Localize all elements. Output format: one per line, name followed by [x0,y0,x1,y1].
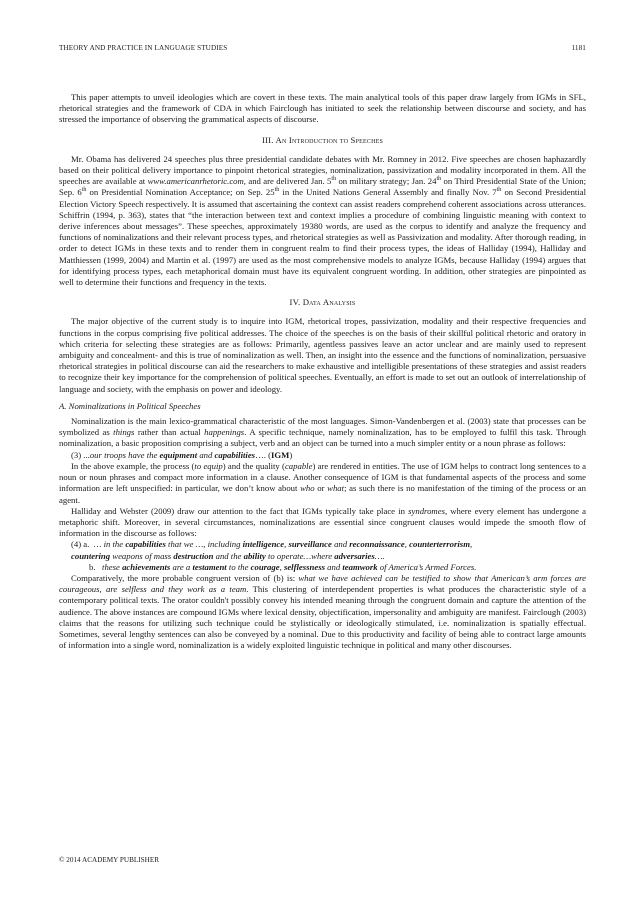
example-3: (3) ...our troops have the equipment and capabilities…. (IGM) [71,449,293,460]
section-heading-data-analysis: IV. Data Analysis [289,297,356,308]
data-analysis-paragraph: The major objective of the current study is to inquire into IGM, rhetorical tropes, passivization, modality and their respective frequencies and functions in the corpus comprising five political addresses. The choice of the speeches is on the basis of their skillful political rhetoric and oratory in which criteria for selecting these strategies are as follows: Primarily, agentless passives leave an actor unclear and are mainly used to represent ambiguity and concealment- and this is true of nominalization as well. Then, an insight into the essence and the functions of nominalization, persuasive rhetorical strategies in political discourse can aid the researchers to make exhaustive and intelligible presentations of these strategies and assist readers to recognize their key importance for the comprehension of political speeches. Eventually, an effort is made to set out an outlook of interrelationship of language and society, with the emphasis on power and ideology. [59,316,586,394]
example-4a: (4) a. … in the capabilities that we …, including intelligence, surveillance and reconnaissance, counterterrorism, countering weapons of mass destruction and the ability to operate…where adversaries…. [71,539,473,561]
page-body [59,92,586,651]
nominalization-paragraph: Nominalization is the main lexico-grammatical characteristic of the most languages. Simon-Vandenbergen et al. (2003) state that processes can be symbolized as things rather than actual happenings. A specific technique, namely nominalization, has to be employed to fulfil this task. Through nominalization, a basic proposition comprising a subject, verb and an object can be turned into a much simpler entity or a noun phrase as follows: [59,416,586,449]
speeches-paragraph: Mr. Obama has delivered 24 speeches plus three presidential candidate debates with Mr. Romney in 2012. Five speeches are chosen haphazardly based on their political delivery importance to pinpoint rhetorical strategies, nominalization, passivization and modality incorporated in them. All the speeches are available at www.americanrhetoric.com, and are delivered Jan. 5th on military strategy; Jan. 24th on Third Presidential State of the Union; Sep. 6th on Presidential Nomination Acceptance; on Sep. 25th in the United Nations General Assembly and finally Nov. 7th on Second Presidential Election Victory Speech respectively. It is assumed that ascertaining the context can assist readers comprehend coherent associations across utterances. Schiffrin (1994, p. 363), states that “the interaction between text and context implies a procedure of combining linguistic meaning with context to derive inferences about messages”. These speeches, approximately 19380 words, are used as the corpus to identify and analyze the frequency and functions of nominalizations and their relevant process types, and rhetorical strategies as well as Passivization and modality. After thorough reading, in order to detect IGMs in these texts and to render them in congruent realm to find their process types, the ideas of Halliday (1994), Halliday and Matthiessen (1999, 2004) and Martin et al. (1997) are used as the most comprehensive models to analyze IGMs, because Halliday (1994) argues that for identifying process types, each metaphorical domain must have its equivalent congruent wording. In addition, other strategies are pinpointed as well to determine their functions and frequency in the texts. [59,153,587,288]
example-4b: b. these achievements are a testament to the courage, selflessness and teamwork of America’s Armed Forces. [89,561,477,572]
journal-title: THEORY AND PRACTICE IN LANGUAGE STUDIES [59,44,228,52]
page-number: 1181 [571,44,586,52]
subsection-heading-nominalizations: A. Nominalizations in Political Speeches [59,400,201,411]
running-header [59,44,586,52]
congruent-version-paragraph: Comparatively, the more probable congruent version of (b) is: what we have achieved can be testified to show that American’s arm forces are courageous, are selfless and they work as a team. This clustering of interdependent properties is what produces the characteristic style of a contemporary political texts. The orator couldn't possibly convey his intended meaning through the congruent domain and capture the attention of the audience. The above instances are compound IGMs where lexical density, objectification, impersonality and ambiguity are manifest. Fairclough (2003) claims that the reasons for utilizing such technique could be stylistically or ideologically stimulated, i.e. nominalization is spatially effectual. Sometimes, several lengthy sentences can also be conveyed by a nominal. Due to this productivity and facility of being able to contract large amounts of information into a single word, nominalization is a widely exploited linguistic technique in political and many other discourses. [59,572,586,651]
example-3-discussion: In the above example, the process (to equip) and the quality (capable) are rendered in entities. The use of IGM helps to contract long sentences to a noun or noun phrases and compact more information in a clause. Another consequence of IGM is that fundamental aspects of the process and some information are left unspecified: in particular, we don’t know about who or what; as such there is no manifestation of the timing of the process or an agent. [59,460,586,505]
publisher-footer: © 2014 ACADEMY PUBLISHER [59,856,160,864]
syndromes-paragraph: Halliday and Webster (2009) draw our attention to the fact that IGMs typically take place in syndromes, where every element has undergone a metaphoric shift. Moreover, in several circumstances, nominalizations are essential since congruent clauses would impede the smooth flow of information in the discourse as follows: [59,505,586,539]
intro-paragraph: This paper attempts to unveil ideologies which are covert in these texts. The main analytical tools of this paper draw largely from IGMs in SFL, rhetorical strategies and the framework of CDA in which Fairclough has initiated to seek the relationship between discourse and society, and has stressed the importance of observing the grammatical aspects of discourse. [59,92,586,125]
section-heading-speeches: III. An Introduction to Speeches [261,134,383,145]
url-link: www.americanrhetoric.com [147,176,244,187]
